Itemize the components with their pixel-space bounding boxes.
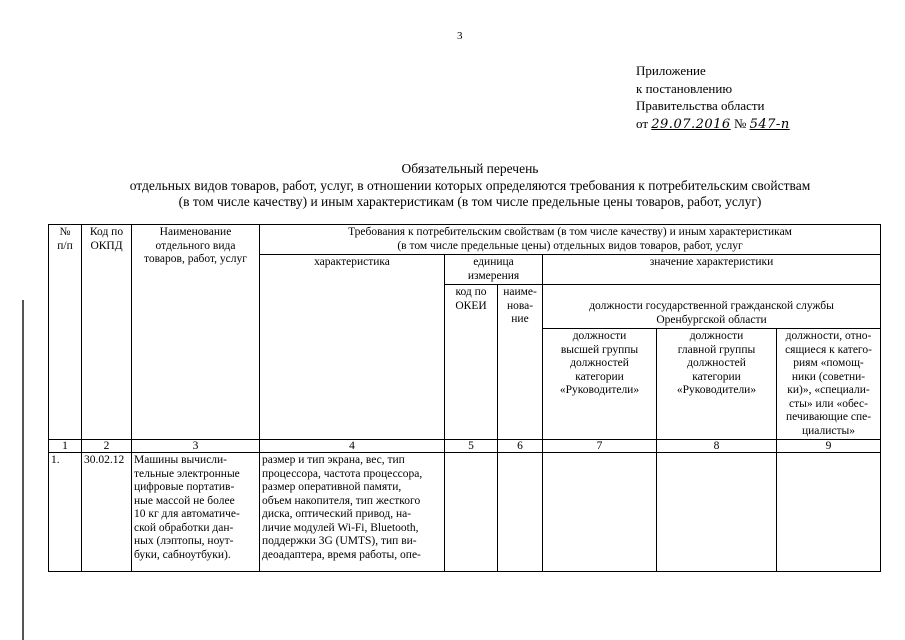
header-cell-characteristic: характеристика: [260, 255, 445, 440]
handwritten-date: 29.07.2016: [651, 116, 731, 132]
requirements-table: [48, 224, 881, 572]
title-line: (в том числе качеству) и иным характеристикам (в том числе предельные цены товаров, работ, услуг): [178, 194, 762, 209]
header-row: [49, 225, 881, 255]
column-number: 9: [777, 440, 881, 453]
title-line: Обязательный перечень: [401, 161, 539, 176]
appendix-line: к постановлению: [636, 80, 733, 96]
row-value-col8: [657, 453, 777, 572]
header-cell-okpd: Код по ОКПД: [82, 225, 132, 440]
header-cell-okei: код по ОКЕИ: [445, 285, 498, 440]
handwritten-number: 547-п: [749, 116, 790, 132]
row-product-name: Машины вычисли- тельные электронные цифровые портатив- ные массой не более 10 кг для автоматиче- ской обработки дан- ных (лэптопы, ноут- буки, сабноутбуки).: [132, 453, 260, 572]
header-cell-col9: должности, отно- сящиеся к катего- риям «помощ- ники (советни- ки)», «специали- сты» или «обес- печивающие спе- циалисты»: [777, 329, 881, 440]
column-number: 6: [498, 440, 543, 453]
header-cell-name: Наименование отдельного вида товаров, работ, услуг: [132, 225, 260, 440]
scan-edge-line: [22, 300, 24, 640]
row-value-col7: [543, 453, 657, 572]
header-cell-value: значение характеристики: [543, 255, 881, 285]
page-number: 3: [457, 30, 463, 42]
table-row: [49, 453, 881, 572]
appendix-line: Приложение: [636, 63, 706, 78]
row-okpd-code: 30.02.12: [82, 453, 132, 572]
number-label: №: [733, 115, 747, 131]
header-cell-unit-name: наиме- нова- ние: [498, 285, 543, 440]
title-line: отдельных видов товаров, работ, услуг, в отношении которых определяются требования к потребительским свойствам: [129, 177, 811, 193]
column-number: 2: [82, 440, 132, 453]
header-cell-unit: единица измерения: [445, 255, 543, 285]
header-cell-requirements: Требования к потребительским свойствам (в том числе качеству) и иным характеристикам (в том числе предельные цены) отдельных видов товаров, работ, услуг: [260, 225, 881, 255]
column-number: 4: [260, 440, 445, 453]
row-characteristic: размер и тип экрана, вес, тип процессора, частота процессора, размер оперативной памяти, объем накопителя, тип жесткого диска, оптический привод, на- личие модулей Wi-Fi, Bluetooth, поддержки 3G (UMTS), тип ви- деоадаптера, время работы, опе-: [260, 453, 445, 572]
column-number-row: [49, 440, 881, 453]
row-number: 1.: [49, 453, 82, 572]
column-number: 5: [445, 440, 498, 453]
column-number: 7: [543, 440, 657, 453]
appendix-block: [636, 62, 790, 133]
header-cell-posts: должности государственной гражданской службы Оренбургской области: [543, 299, 881, 329]
column-number: 3: [132, 440, 260, 453]
column-number: 1: [49, 440, 82, 453]
header-cell-col8: должности главной группы должностей категории «Руководители»: [657, 329, 777, 440]
header-cell-spacer: [543, 285, 881, 300]
column-number: 8: [657, 440, 777, 453]
row-unit-name: [498, 453, 543, 572]
document-title: [40, 161, 900, 211]
from-label: от: [636, 115, 649, 131]
header-cell-col7: должности высшей группы должностей категории «Руководители»: [543, 329, 657, 440]
appendix-date-line: [636, 115, 790, 134]
row-okei-code: [445, 453, 498, 572]
row-value-col9: [777, 453, 881, 572]
header-cell-num: № п/п: [49, 225, 82, 440]
appendix-line: Правительства области: [636, 98, 765, 113]
